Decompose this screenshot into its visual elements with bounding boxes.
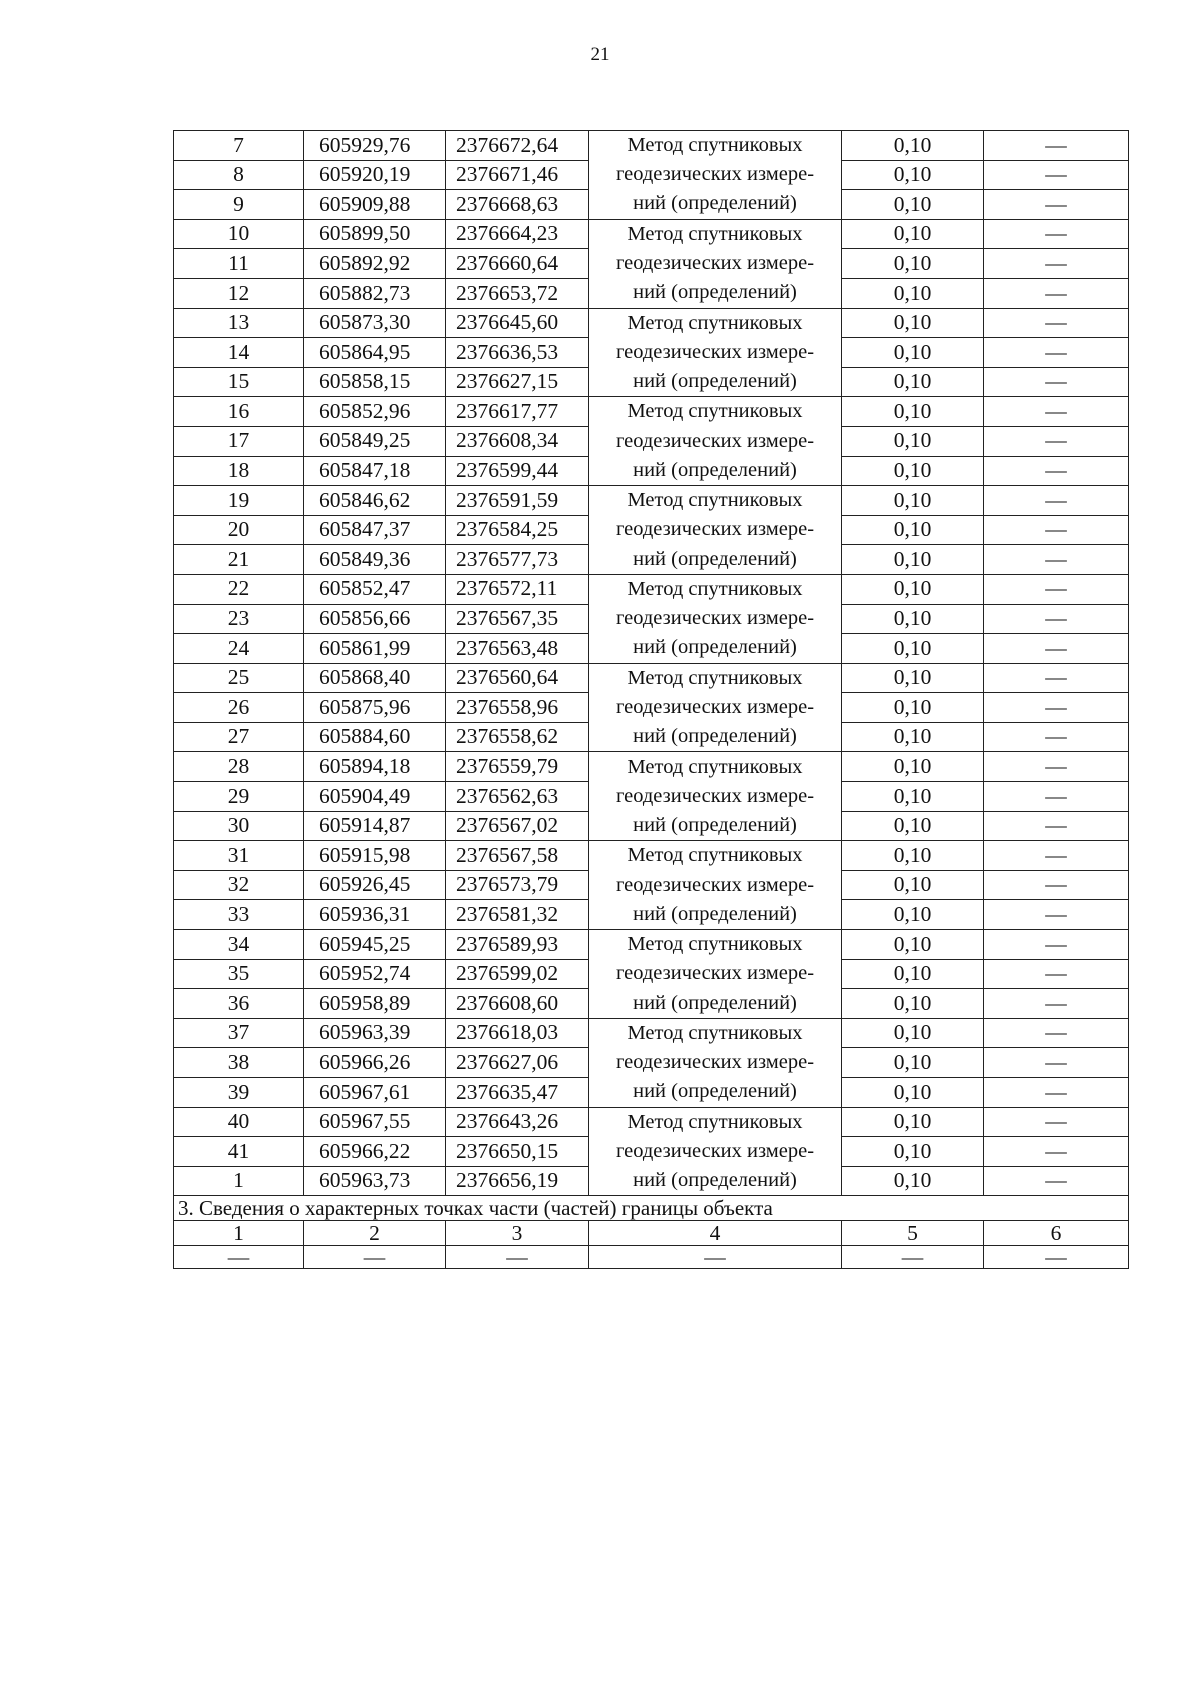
coord-x: 605926,45 [304, 870, 446, 900]
coord-x: 605849,25 [304, 426, 446, 456]
method-line: ний (определений) [633, 1169, 797, 1192]
coord-x: 605858,15 [304, 367, 446, 397]
points-table-body [174, 131, 1129, 1196]
method-line: геодезических измере- [615, 607, 815, 630]
method-line: ний (определений) [633, 370, 797, 393]
point-number: 15 [174, 367, 304, 397]
coord-y: 2376558,96 [446, 693, 589, 723]
section3-title-row [174, 1196, 1129, 1221]
accuracy: 0,10 [842, 397, 984, 427]
point-number: 22 [174, 574, 304, 604]
method-line: геодезических измере- [615, 784, 815, 807]
accuracy: 0,10 [842, 693, 984, 723]
coord-y: 2376608,34 [446, 426, 589, 456]
method-cell [589, 1107, 842, 1196]
description: — [984, 693, 1129, 723]
section3-title: 3. Сведения о характерных точках части (частей) границы объекта [174, 1196, 1129, 1221]
accuracy: 0,10 [842, 782, 984, 812]
coord-x: 605892,92 [304, 249, 446, 279]
coord-y: 2376599,44 [446, 456, 589, 486]
point-number: 17 [174, 426, 304, 456]
accuracy: 0,10 [842, 1137, 984, 1167]
accuracy: 0,10 [842, 870, 984, 900]
coord-x: 605894,18 [304, 752, 446, 782]
point-number: 20 [174, 515, 304, 545]
coord-x: 605864,95 [304, 338, 446, 368]
accuracy: 0,10 [842, 959, 984, 989]
point-number: 35 [174, 959, 304, 989]
point-number: 1 [174, 1166, 304, 1196]
section3-empty-row [174, 1246, 1129, 1269]
description: — [984, 515, 1129, 545]
description: — [984, 545, 1129, 575]
method-line: геодезических измере- [615, 1051, 815, 1074]
coord-x: 605847,18 [304, 456, 446, 486]
coord-y: 2376572,11 [446, 574, 589, 604]
coord-x: 605904,49 [304, 782, 446, 812]
table-row [174, 930, 1129, 960]
table-row [174, 1018, 1129, 1048]
coord-x: 605884,60 [304, 722, 446, 752]
coord-x: 605963,39 [304, 1018, 446, 1048]
accuracy: 0,10 [842, 634, 984, 664]
description: — [984, 1166, 1129, 1196]
column-number: 5 [842, 1221, 984, 1246]
coord-x: 605967,55 [304, 1107, 446, 1137]
column-number: 3 [446, 1221, 589, 1246]
point-number: 40 [174, 1107, 304, 1137]
coord-y: 2376581,32 [446, 900, 589, 930]
accuracy: 0,10 [842, 900, 984, 930]
coord-y: 2376567,58 [446, 841, 589, 871]
point-number: 13 [174, 308, 304, 338]
page-number: 21 [590, 44, 610, 65]
point-number: 10 [174, 219, 304, 249]
coord-y: 2376627,06 [446, 1048, 589, 1078]
coord-x: 605846,62 [304, 486, 446, 516]
accuracy: 0,10 [842, 989, 984, 1019]
table-row [174, 397, 1129, 427]
point-number: 32 [174, 870, 304, 900]
method-cell [589, 1018, 842, 1107]
coord-x: 605952,74 [304, 959, 446, 989]
method-cell [589, 219, 842, 308]
description: — [984, 782, 1129, 812]
coord-y: 2376671,46 [446, 160, 589, 190]
empty-cell: — [842, 1246, 984, 1269]
coord-y: 2376636,53 [446, 338, 589, 368]
accuracy: 0,10 [842, 841, 984, 871]
method-line: Метод спутниковых [627, 1110, 803, 1133]
description: — [984, 752, 1129, 782]
table-row [174, 219, 1129, 249]
method-line: ний (определений) [633, 458, 797, 481]
coord-x: 605856,66 [304, 604, 446, 634]
accuracy: 0,10 [842, 574, 984, 604]
point-number: 37 [174, 1018, 304, 1048]
description: — [984, 722, 1129, 752]
section3 [174, 1196, 1129, 1269]
empty-cell: — [984, 1246, 1129, 1269]
description: — [984, 604, 1129, 634]
coord-x: 605882,73 [304, 278, 446, 308]
column-number: 1 [174, 1221, 304, 1246]
point-number: 23 [174, 604, 304, 634]
coord-y: 2376617,77 [446, 397, 589, 427]
description: — [984, 989, 1129, 1019]
method-line: ний (определений) [633, 902, 797, 925]
accuracy: 0,10 [842, 811, 984, 841]
description: — [984, 486, 1129, 516]
description: — [984, 1107, 1129, 1137]
accuracy: 0,10 [842, 663, 984, 693]
coord-x: 605920,19 [304, 160, 446, 190]
method-cell [589, 574, 842, 663]
coord-x: 605958,89 [304, 989, 446, 1019]
description: — [984, 456, 1129, 486]
point-number: 27 [174, 722, 304, 752]
coord-y: 2376660,64 [446, 249, 589, 279]
description: — [984, 663, 1129, 693]
accuracy: 0,10 [842, 545, 984, 575]
method-line: ний (определений) [633, 725, 797, 748]
empty-cell: — [174, 1246, 304, 1269]
method-cell [589, 397, 842, 486]
table-row [174, 486, 1129, 516]
accuracy: 0,10 [842, 308, 984, 338]
accuracy: 0,10 [842, 1018, 984, 1048]
point-number: 33 [174, 900, 304, 930]
accuracy: 0,10 [842, 1048, 984, 1078]
point-number: 31 [174, 841, 304, 871]
coord-y: 2376560,64 [446, 663, 589, 693]
method-line: Метод спутниковых [627, 489, 803, 512]
coord-x: 605861,99 [304, 634, 446, 664]
coord-y: 2376577,73 [446, 545, 589, 575]
coord-x: 605875,96 [304, 693, 446, 723]
coord-x: 605909,88 [304, 190, 446, 220]
method-line: Метод спутниковых [627, 844, 803, 867]
coord-y: 2376567,35 [446, 604, 589, 634]
coord-y: 2376645,60 [446, 308, 589, 338]
table-row [174, 308, 1129, 338]
point-number: 18 [174, 456, 304, 486]
method-line: Метод спутниковых [627, 666, 803, 689]
description: — [984, 634, 1129, 664]
method-line: ний (определений) [633, 813, 797, 836]
description: — [984, 870, 1129, 900]
accuracy: 0,10 [842, 278, 984, 308]
description: — [984, 841, 1129, 871]
method-cell [589, 752, 842, 841]
coord-x: 605945,25 [304, 930, 446, 960]
point-number: 38 [174, 1048, 304, 1078]
description: — [984, 308, 1129, 338]
point-number: 8 [174, 160, 304, 190]
coord-y: 2376591,59 [446, 486, 589, 516]
method-cell [589, 663, 842, 752]
coord-y: 2376573,79 [446, 870, 589, 900]
point-number: 7 [174, 131, 304, 161]
table-row [174, 574, 1129, 604]
method-cell [589, 486, 842, 575]
description: — [984, 190, 1129, 220]
point-number: 26 [174, 693, 304, 723]
table-row [174, 131, 1129, 161]
coord-x: 605914,87 [304, 811, 446, 841]
description: — [984, 278, 1129, 308]
method-line: геодезических измере- [615, 340, 815, 363]
coord-y: 2376650,15 [446, 1137, 589, 1167]
accuracy: 0,10 [842, 456, 984, 486]
description: — [984, 1018, 1129, 1048]
point-number: 21 [174, 545, 304, 575]
table-row [174, 752, 1129, 782]
point-number: 11 [174, 249, 304, 279]
point-number: 34 [174, 930, 304, 960]
description: — [984, 1137, 1129, 1167]
coord-y: 2376567,02 [446, 811, 589, 841]
column-number: 4 [589, 1221, 842, 1246]
method-line: геодезических измере- [615, 962, 815, 985]
description: — [984, 131, 1129, 161]
method-line: ний (определений) [633, 1080, 797, 1103]
point-number: 39 [174, 1078, 304, 1108]
coord-y: 2376656,19 [446, 1166, 589, 1196]
coord-y: 2376627,15 [446, 367, 589, 397]
description: — [984, 338, 1129, 368]
point-number: 19 [174, 486, 304, 516]
coord-y: 2376668,63 [446, 190, 589, 220]
point-number: 36 [174, 989, 304, 1019]
coord-x: 605899,50 [304, 219, 446, 249]
accuracy: 0,10 [842, 426, 984, 456]
coord-y: 2376672,64 [446, 131, 589, 161]
coord-y: 2376563,48 [446, 634, 589, 664]
method-line: Метод спутниковых [627, 134, 803, 157]
description: — [984, 367, 1129, 397]
description: — [984, 811, 1129, 841]
method-line: ний (определений) [633, 636, 797, 659]
point-number: 28 [174, 752, 304, 782]
coord-x: 605852,47 [304, 574, 446, 604]
coord-y: 2376653,72 [446, 278, 589, 308]
table-row [174, 663, 1129, 693]
description: — [984, 574, 1129, 604]
accuracy: 0,10 [842, 752, 984, 782]
method-line: Метод спутниковых [627, 311, 803, 334]
coord-x: 605915,98 [304, 841, 446, 871]
coord-y: 2376608,60 [446, 989, 589, 1019]
empty-cell: — [304, 1246, 446, 1269]
description: — [984, 1048, 1129, 1078]
description: — [984, 249, 1129, 279]
description: — [984, 219, 1129, 249]
method-line: Метод спутниковых [627, 933, 803, 956]
coord-y: 2376558,62 [446, 722, 589, 752]
method-line: Метод спутниковых [627, 1021, 803, 1044]
method-line: ний (определений) [633, 281, 797, 304]
accuracy: 0,10 [842, 338, 984, 368]
accuracy: 0,10 [842, 131, 984, 161]
coord-y: 2376599,02 [446, 959, 589, 989]
method-line: Метод спутниковых [627, 577, 803, 600]
table-row [174, 841, 1129, 871]
accuracy: 0,10 [842, 1166, 984, 1196]
point-number: 16 [174, 397, 304, 427]
method-line: геодезических измере- [615, 1139, 815, 1162]
coord-x: 605929,76 [304, 131, 446, 161]
column-number: 2 [304, 1221, 446, 1246]
method-cell [589, 308, 842, 397]
method-line: геодезических измере- [615, 252, 815, 275]
accuracy: 0,10 [842, 1107, 984, 1137]
method-line: ний (определений) [633, 192, 797, 215]
method-line: Метод спутниковых [627, 222, 803, 245]
description: — [984, 1078, 1129, 1108]
table-row [174, 1107, 1129, 1137]
accuracy: 0,10 [842, 160, 984, 190]
coordinates-table [173, 130, 1129, 1269]
coord-x: 605966,22 [304, 1137, 446, 1167]
accuracy: 0,10 [842, 515, 984, 545]
method-cell [589, 841, 842, 930]
section3-column-numbers-row [174, 1221, 1129, 1246]
coord-x: 605873,30 [304, 308, 446, 338]
empty-cell: — [446, 1246, 589, 1269]
method-line: ний (определений) [633, 991, 797, 1014]
method-line: геодезических измере- [615, 873, 815, 896]
point-number: 41 [174, 1137, 304, 1167]
coord-y: 2376664,23 [446, 219, 589, 249]
point-number: 24 [174, 634, 304, 664]
coord-y: 2376618,03 [446, 1018, 589, 1048]
method-line: Метод спутниковых [627, 755, 803, 778]
accuracy: 0,10 [842, 190, 984, 220]
description: — [984, 426, 1129, 456]
coord-x: 605847,37 [304, 515, 446, 545]
coord-x: 605936,31 [304, 900, 446, 930]
coord-x: 605852,96 [304, 397, 446, 427]
point-number: 12 [174, 278, 304, 308]
method-line: геодезических измере- [615, 163, 815, 186]
accuracy: 0,10 [842, 486, 984, 516]
coord-x: 605849,36 [304, 545, 446, 575]
coord-y: 2376643,26 [446, 1107, 589, 1137]
method-line: геодезических измере- [615, 695, 815, 718]
description: — [984, 160, 1129, 190]
empty-cell: — [589, 1246, 842, 1269]
description: — [984, 930, 1129, 960]
coord-x: 605868,40 [304, 663, 446, 693]
description: — [984, 900, 1129, 930]
accuracy: 0,10 [842, 219, 984, 249]
description: — [984, 397, 1129, 427]
coord-y: 2376635,47 [446, 1078, 589, 1108]
coord-y: 2376589,93 [446, 930, 589, 960]
accuracy: 0,10 [842, 1078, 984, 1108]
point-number: 9 [174, 190, 304, 220]
coord-y: 2376584,25 [446, 515, 589, 545]
accuracy: 0,10 [842, 367, 984, 397]
method-line: Метод спутниковых [627, 400, 803, 423]
method-cell [589, 930, 842, 1019]
coord-x: 605967,61 [304, 1078, 446, 1108]
point-number: 25 [174, 663, 304, 693]
accuracy: 0,10 [842, 249, 984, 279]
method-cell [589, 131, 842, 220]
accuracy: 0,10 [842, 930, 984, 960]
point-number: 30 [174, 811, 304, 841]
coord-y: 2376559,79 [446, 752, 589, 782]
accuracy: 0,10 [842, 722, 984, 752]
point-number: 14 [174, 338, 304, 368]
method-line: геодезических измере- [615, 429, 815, 452]
coord-y: 2376562,63 [446, 782, 589, 812]
accuracy: 0,10 [842, 604, 984, 634]
method-line: ний (определений) [633, 547, 797, 570]
method-line: геодезических измере- [615, 518, 815, 541]
coord-x: 605966,26 [304, 1048, 446, 1078]
point-number: 29 [174, 782, 304, 812]
description: — [984, 959, 1129, 989]
column-number: 6 [984, 1221, 1129, 1246]
coord-x: 605963,73 [304, 1166, 446, 1196]
